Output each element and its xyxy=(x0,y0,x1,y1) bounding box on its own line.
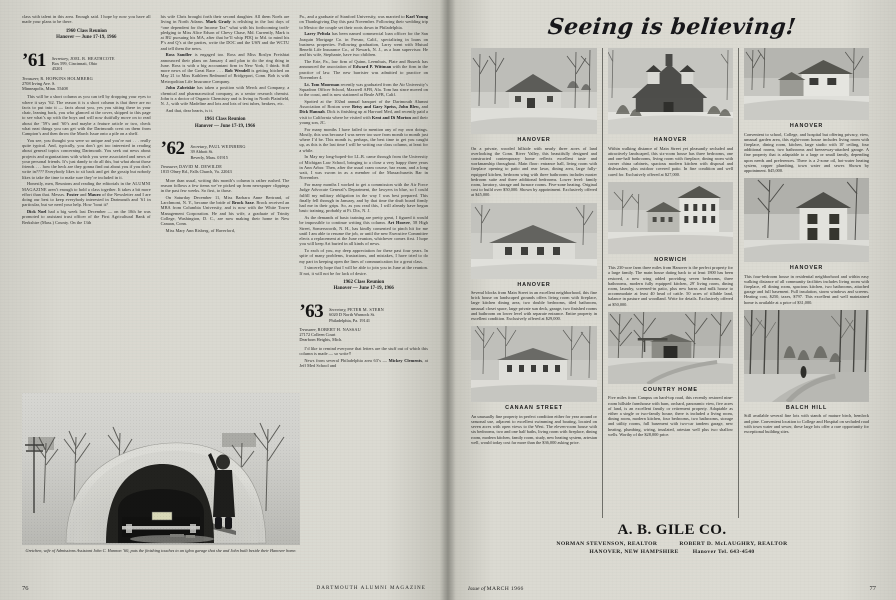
issue-line xyxy=(468,586,524,592)
class-year-62: ’62 xyxy=(160,138,185,160)
farm-photo-illustration xyxy=(608,182,733,254)
reunion-1962-line2: Hanover — June 17-19, 1966 xyxy=(333,286,394,292)
col3-p1 xyxy=(299,14,428,30)
class-62-treasurer xyxy=(161,164,290,175)
house-photo-illustration xyxy=(744,48,869,120)
col2-p6-a: On Saturday December 11, Miss Barbara Anne Bertrand, of Larchmont, N. Y., became the bride of xyxy=(160,194,290,206)
col3-p5-c: . Dick is finishing up at Harvard Med, and recently paid a visit to California where he visited with xyxy=(299,109,429,120)
col3-p2-bold: Larry Peltola xyxy=(304,31,331,37)
ad-column-1 xyxy=(466,48,602,518)
treasurer-label-63: Treasurer, xyxy=(299,326,317,332)
treasurer-addr2-61: Minneapolis, Minn. 55408 xyxy=(22,86,68,92)
col2-p1-a: his wife Chris brought forth their second daughter. All them Noels are living in North Adams. xyxy=(160,14,290,25)
col1-p4-bold: Dick Noel xyxy=(27,209,47,215)
house-photo-illustration xyxy=(471,326,597,402)
treasurer-name-61: R. HOPKINS HOLMBERG xyxy=(40,75,93,81)
secretary-name-61: JOEL B. HEATHCOTE xyxy=(70,55,115,61)
secretary-label-61: Secretary, xyxy=(51,55,69,61)
col1-p2: You see, you thought you were so unique and you’re not . . . really quite typical. And, typically, you don’t get too interested in reading about general topics concerning Dartmouth. You seek out news about projects and organizations with which you were associated and news of your personal friends. It’s just dandy to do all this, but what about those friends . . . how the heck are they gonna find out about you if you don’t write in???? Everybody likes to sit back and get the gossip but nobody likes to take the time to make sure they’re included in it. xyxy=(22,137,151,180)
reunion-1961-line2: Hanover — June 17-19, 1966 xyxy=(194,123,256,129)
col3-p12: I’d like to remind everyone that letters are the stuff out of which this column is made — so write!! xyxy=(299,345,429,356)
listing-head-5: COUNTRY HOME xyxy=(643,386,698,393)
issue-prefix: Issue of xyxy=(468,586,486,592)
col2-p2-rest: is getting hitched on May 21 to Miss Kathleen Redmond of Bridgeport, Conn. Bob is with Metropolitan Life Insurance Company. xyxy=(160,68,290,84)
secretary-addr1-63: 6020 D North Warnock St. xyxy=(329,312,376,318)
class-62-header xyxy=(160,138,290,160)
listing-text-5: Five miles from Campus on hard-top road, this recently restored nine-room hillside farmhouse with barn, orchard, panoramic view, five acres of land, is an excellent family or retirement property. Adaptable as either a single or two-family house, there is included a living room, dining room, modern kitchen, four bedrooms, two bathrooms, storage and utility rooms, full basement with two-car tandem garage, new heating, plumbing, wiring, insulated, artesian well plus two shallow wells. Worthy of the $28,000 price. xyxy=(608,395,733,437)
reunion-1960-heading xyxy=(22,29,151,42)
col3-p3 xyxy=(299,59,428,80)
woodland-lot-photo-illustration xyxy=(744,310,869,402)
secretary-addr2-61: 45201 xyxy=(51,66,63,72)
col3-p8: For many months I worked to get a commission with the Air Force Judge Advocate General’s Department, the lawyers in blue, so I could fulfill my military obligation in the way I was best prepared. This finally fell through in January, and by that time the draft board firmly had me in their grips. So, as you read this, I will already have begun basic training, probably at Ft. Dix, N. J. xyxy=(299,182,429,214)
col2-p3 xyxy=(161,85,290,106)
listing-head-1: HANOVER xyxy=(517,281,551,288)
realtor-agent-1: NORMAN STEVENSON, REALTOR xyxy=(556,541,658,547)
treasurer-addr2-63: Dearborn Heights, Mich. xyxy=(299,337,343,343)
col2-p5: More than usual, writing this month’s column is rather rushed. The reason follows a few items we’ve picked up from newspaper clippings in the past few weeks. So first, to those. xyxy=(160,177,290,194)
listing-photo-hanover-5 xyxy=(744,178,869,262)
real-estate-ad-columns xyxy=(466,48,878,518)
column-3 xyxy=(299,14,428,559)
realtor-agents-line-1 xyxy=(466,541,878,547)
igloo-garage-photo xyxy=(22,393,300,545)
listing-head-3: HANOVER xyxy=(653,137,688,143)
listing-head-8: BALCH HILL xyxy=(785,404,828,411)
realtor-phone: Hanover Tel. 643-4540 xyxy=(692,548,755,555)
class-year-61: ’61 xyxy=(22,49,46,71)
listing-photo-country-home xyxy=(608,312,733,384)
listing-photo-norwich xyxy=(608,182,733,254)
col1-p3-c: and xyxy=(78,191,88,197)
treasurer-addr1-61: 2708 Irving Ave. S. xyxy=(22,80,56,86)
listing-text-2: An unusually fine property in perfect condition either for year around or seasonal use, adjacent to excellent swimming and boating, located on seven acres with open views to the West. The eleven-room house with six bedrooms, two and one half baths, living room with fireplace, dining room, modern kitchen, family room, study, new heating system, artesian well, would today cost far more than the $36,000 asking price. xyxy=(471,413,597,445)
right-page xyxy=(448,0,896,600)
col3-p9-bold: Art Hoover xyxy=(387,220,411,226)
col1-p3-bold2: Mauro xyxy=(87,191,101,197)
col3-p13 xyxy=(299,358,428,369)
reunion-1961-line1: 1961 Class Reunion xyxy=(204,117,246,122)
ad-headline: Seeing is believing! xyxy=(546,14,798,40)
listing-photo-canaan-street xyxy=(471,326,597,402)
col3-p9-b: , 58 High Street, Somersworth, N. H., has kindly consented to pinch hit for me until I am able to resume the job, or until the new Executive Committee elects a replacement at the June reunion, whichever comes first. I hope you will keep Art buried in all kinds of news. xyxy=(299,220,429,247)
reunion-1962-line1: 1962 Class Reunion xyxy=(343,279,385,285)
page-number-right: 77 xyxy=(869,585,876,592)
country-home-photo-illustration xyxy=(608,312,733,384)
col3-p5-b: and xyxy=(419,104,429,109)
col3-p2 xyxy=(299,31,428,57)
col3-p1-b: on Thanksgiving Day this past November. Following their wedding trip to Mexico the couple set their roots down in Philadelphia. xyxy=(299,19,429,30)
col3-p3-bold: Edward P. Wittman xyxy=(353,64,392,70)
col1-p1: This will be a short column as you can tell by dropping your eyes to where it says ’62. The reason it is a short column is that there are no facts to put into it — facts about you, yes you sitting there in your chair, leaning back, you who glanced at the cover, skipped to this page to see what’s up with the boys and will now dutifully move on to read about the ’59’s and ’60’s and maybe a feature article or two, check what neat things you can get with the Dartmouth crest on them from Campion’s and then throw the March Issue onto a pile on a shelf. xyxy=(22,94,151,137)
ad-column-2 xyxy=(602,48,738,518)
listing-text-4: This 230-acre farm three miles from Hanover is the perfect property for a large family. The main house dating back to at least 1800 has been restored, a new wing added providing seven bedrooms, three bathrooms, modern fully equipped kitchen, 29' living room, dining room, laundry, screened-in patio, plus new barns and milk house to accommodate at least 40 head of cattle. 50 acres of tillable land, balance in pasture and woodland. Write for details. Exclusively offered at $50,000. xyxy=(608,265,733,307)
col2-p7: Miss Mary Ann Risberg, of Haverford, xyxy=(165,227,236,233)
house-photo-illustration xyxy=(744,178,869,262)
class-61-header xyxy=(22,49,151,72)
col1-p3 xyxy=(22,181,151,207)
listing-text-7: This four-bedroom house in residential neighborhood and within easy walking distance of all community facilities includes living room with fireplace, ell dining room, spacious kitchen, two bathrooms, attached garage and full basement. Full insulation, storm windows and screens. Heating cost, $250, taxes, $797. This excellent and well maintained home is available at a price of $31,000. xyxy=(744,273,869,305)
col3-p6: For many months I have failed to mention any of my own doings. Mostly, this was because I was never too sure from month to month just where I’d be. This month is, perhaps, the best time to get you caught up, as this is the last time I will be writing our class column, at least for a while. xyxy=(299,126,429,153)
col3-p5-bold1: Betsy and Gary Speiss, John Blew, xyxy=(351,104,420,109)
col2-p6 xyxy=(161,195,290,227)
secretary-label-63: Secretary, xyxy=(329,306,347,312)
col2-p2-bold2: Bob Wendell xyxy=(225,68,250,73)
treasurer-label-61: Treasurer, xyxy=(22,75,40,81)
col2-p1 xyxy=(161,14,290,51)
treasurer-addr1-62: 1815 Olney Rd., Falls Church, Va. 22043 xyxy=(160,169,232,175)
page-number-left: 76 xyxy=(22,585,29,592)
listing-text-6: Convenient to school, College, and hospital but offering privacy, view, unusual garden area, this eight-room house includes living room with fireplace, dining room, kitchen, large studio with 10' ceiling, four additional rooms, two bathrooms and breezeway-attached garage. A fine property that is adaptable to a large or small family, depending upon needs and preferences. There is a 2-zone oil, hot-water heating system, copper plumbing, town water and sewer. Shown by appointment. $45,000. xyxy=(744,131,869,173)
realtor-agent-2: ROBERT D. McLAUGHRY, REALTOR xyxy=(679,541,788,547)
col3-p11: I sincerely hope that I will be able to join you in June at the reunion. If not, it will not be for lack of desire. xyxy=(299,265,429,276)
listing-head-4: NORWICH xyxy=(654,256,687,263)
col3-p13-bold: Mickey Clements xyxy=(388,357,423,363)
col2-p2-a: is engaged too. Ross and Miss Roslyn Freishtat announced their plans on January 4 and plan to do the ring thing in June. Ross is with a big accountant firm in New York, I think. Still more news of the Great Race . . . xyxy=(160,52,290,73)
col3-p3-b: with the firm in the practice of law. The new barrister was admitted to practice on November 4. xyxy=(299,64,429,80)
col3-p1-bold: Karl Young xyxy=(405,14,429,19)
col2-p4: And that, dear hearts, is it. xyxy=(165,107,213,113)
col2-p2-bold: Ross Sandler xyxy=(165,52,192,58)
realty-firm-name: A. B. GILE CO. xyxy=(617,522,727,538)
secretary-addr2-62: Beverly, Mass. 01915 xyxy=(190,154,228,160)
treasurer-addr1-63: 27172 Colleen Court xyxy=(299,332,336,338)
class-year-63: ’63 xyxy=(299,300,324,322)
col1-p3-smallcaps: ALUMNI MAGAZINE xyxy=(22,181,151,192)
listing-photo-hanover-1 xyxy=(471,48,597,134)
secretary-label-62: Secretary, xyxy=(190,144,208,150)
listing-text-1: Several blocks from Main Street in an excellent neighborhood, this fine brick house on landscaped grounds offers living room with fireplace, large kitchen dining area, two double bedrooms, tiled bathroom, unusual closet space, large private sun deck, garage, two finished rooms and bathroom on lower level with separate entrance. Entire property in excellent condition. Exclusively offered at $29,000. xyxy=(471,290,597,322)
col3-p5 xyxy=(299,99,428,125)
col3-p5-bold2: Dick Hannah xyxy=(299,109,325,115)
ad-column-3 xyxy=(738,48,874,518)
issue-date: MARCH 1966 xyxy=(486,586,524,592)
treasurer-label-62: Treasurer, xyxy=(160,164,178,170)
col3-p9-a: As the demands of basic training are pretty great, I figured it would be impossible to continue writing this column. xyxy=(299,215,429,226)
publication-name: DARTMOUTH ALUMNI MAGAZINE xyxy=(316,585,426,591)
class-61-secretary xyxy=(52,53,115,72)
secretary-addr2-63: Philadelphia, Pa. 19141 xyxy=(329,317,370,323)
realtor-city: HANOVER, NEW HAMPSHIRE xyxy=(589,548,679,555)
secretary-name-63: PETER M. STERN xyxy=(347,306,384,312)
treasurer-name-62: DAVID M. DEWILDE xyxy=(178,164,223,170)
house-photo-illustration xyxy=(608,48,733,134)
secretary-addr1-61: Box 599, Cincinnati, Ohio xyxy=(51,60,98,66)
col2-p3-rest: has taken a position with Merck and Company, a chemical and pharmaceutical company, as a senior research chemist. John is a doctor of Organic Chemistry and is living in North Plainfield, N. J., with wife Madeline and lots and lots of test tubes, beakers, etc. xyxy=(160,85,290,106)
col3-p2-rest: has been named commercial loan officer for the San Joaquin Mortgage Co. in Fresno, Calif., specializing in loans on business properties. Following graduation, Larry went with Mutual Benefit Life Insurance Co., of Newark, N. J., as a loan supervisor. He and his wife, Stephanie, have two children. xyxy=(299,31,429,58)
col1-para-top: class with talent in this area. Enough said. I hope by now you have all made your plans to be there. xyxy=(22,14,151,25)
secretary-addr1-62: 39 Abbott St. xyxy=(190,149,214,155)
col3-p5-d: and their young son, JC. xyxy=(299,114,429,125)
col3-p9 xyxy=(299,215,428,247)
igloo-photo-caption: Gretchen, wife of Admissions Assistant John C. Hannon ’60, puts the finishing touches to an igloo garage that she and John built beside their Hanover home. xyxy=(25,548,297,553)
col3-p10: To each of you, my deep appreciation for these past four years. In spite of many problems, frustrations, and mistakes, I have tried to do my part in keeping open the lines of communication for a great class. xyxy=(299,248,429,264)
class-62-secretary xyxy=(191,141,246,160)
class-63-treasurer xyxy=(299,327,428,343)
col3-p4-rest: recently was graduated from the Air University’s Squadron Officer School, Maxwell AFB, Ala. Tom has since moved on to the coast, and is now stationed at Beale AFB, Calif. xyxy=(299,81,429,97)
col2-p3-bold: John Zabriskie xyxy=(165,85,196,91)
col3-p1-a: Pa., and a graduate of Stanford University, was married to xyxy=(299,14,406,19)
col2-p6-b: . Brock received an MBA from Columbia University, and is now with the White Tower Management Corporation. He and his wife, a graduate of Trinity College, Washington, D. C., are now making their home in New Canaan, Conn. xyxy=(160,200,290,227)
col3-p3-a: The Erie, Pa., law firm of Quinn, Leemhuis, Plate and Buseck has announced the association of xyxy=(299,59,429,70)
house-photo-illustration xyxy=(471,48,597,134)
listing-photo-balch-hill xyxy=(744,310,869,402)
col3-p5-a: Spotted at the 102nd annual banquet of the Dartmouth Alumni Association of Boston were xyxy=(299,98,429,109)
listing-text-3: Within walking distance of Main Street yet pleasantly secluded and attractively landscaped, this six-room house has three bedrooms, one and one-half bathrooms, living room with fireplace, dining room with corner china cabinets, spacious modern kitchen with disposal and dishwasher, plus outdoor covered patio. In fine condition and well cared for. Exclusively offered at $27,000. xyxy=(608,145,733,177)
listing-head-0: HANOVER xyxy=(517,137,551,143)
col2-p1-bold: Mark Grady xyxy=(205,19,231,25)
house-photo-illustration xyxy=(471,203,597,279)
igloo-photo-illustration xyxy=(22,393,300,545)
reunion-1960-line1: 1960 Class Reunion xyxy=(65,28,107,34)
col3-p4 xyxy=(299,82,428,98)
listing-photo-hanover-2 xyxy=(471,203,597,279)
col1-p4 xyxy=(22,209,151,225)
listing-head-6: HANOVER xyxy=(789,123,824,129)
listing-text-8: Still available several fine lots with stands of mature birch, hemlock and pine. Convenient location to College and Hospital on secluded road with town water and sewer, these large lots offer a rare opportunity for exceptional building sites. xyxy=(744,413,869,434)
listing-head-2: CANAAN STREET xyxy=(505,405,563,412)
igloo-garage-figure xyxy=(22,393,300,556)
reunion-1960-line2: Hanover — June 17-19, 1966 xyxy=(56,35,117,41)
reunion-1961-heading xyxy=(161,117,290,130)
col3-p5-bold3: Kent and Di Morton xyxy=(371,114,411,120)
realtor-agents-line-2 xyxy=(466,549,878,555)
col1-p3-bold1: Foster xyxy=(66,191,79,197)
listing-photo-hanover-4 xyxy=(744,48,869,120)
col1-p3-d: of the Newsletter and I are doing our best to keep everybody interested in Dartmouth and ’61 in particular, but we need your help. How ’bout it? xyxy=(22,191,151,208)
col2-p6-bold: Brock Saxe xyxy=(232,200,254,206)
col3-p13-b: , at Jeff Med School and xyxy=(299,357,428,368)
col3-p7: In May my long-hoped-for LL.B. came through from the University of Michigan Law School, bringing to a close a very happy three years in Ann Arbor. Then, after the usual cram course, bar exam, and a long wait, I was sworn in as a member of the Massachusetts Bar in November. xyxy=(299,154,429,181)
listing-photo-hanover-3 xyxy=(608,48,733,134)
reunion-1962-heading xyxy=(299,280,428,293)
class-61-treasurer xyxy=(22,76,151,92)
listing-head-7: HANOVER xyxy=(789,265,824,272)
treasurer-name-63: ROBERT H. NASSAU xyxy=(317,326,361,332)
col1-p3-b: aren’t enough to hold a class together. It takes a bit more effort than that. Messrs. xyxy=(22,186,151,197)
secretary-name-62: PAUL WEINBERG xyxy=(208,144,246,150)
class-63-secretary xyxy=(329,304,384,323)
listing-text-0: On a private, wooded hillside with nearly three acres of land overlooking the Conn. River Valley, this beautifully designed and constructed contemporary home reflects excellent taste and workmanship throughout. Main floor: entrance hall, living room with fireplace opening to patio and rear lawn, dining area, large fully-equipped kitchen, bedroom wing with three bathrooms includes master bedroom suite and three additional bedrooms. Lower level: family room, lavatory, storage and furnace rooms. Five-zone heating. Original cost to build over $50,000. Shown by appointment. Exclusively offered at $45,000. xyxy=(471,145,597,198)
col1-p3-a: Honestly, men, Reunions and reading the editorials in the xyxy=(27,181,133,187)
col1-p4-rest: had a big week last December — on the 10th he was promoted to assistant trust officer of the First Agricultural Bank of Berkshire (Mass.) County. On the 13th xyxy=(22,209,151,225)
col2-p2 xyxy=(161,52,290,84)
col3-p4-bold: Lt. Tom Moorman xyxy=(304,81,340,87)
class-63-header xyxy=(299,300,428,323)
col2-p1-rest: is relishing in the last days of “one dependent for the Income Tax” what with his forthcoming troth-pledging to Miss Alice Edson of Chevy Chase, Md. Currently, Mark is at BU pursuing his MA, after that he’ll whip PDQ to Md. to mind his P’s and Q’s at the parties, write the DOC and the USN and the WCTU and tell them the news. xyxy=(160,19,290,51)
col3-p13-a: News from several Philadelphia area 63’s — xyxy=(304,357,389,363)
ad-footer xyxy=(466,522,878,555)
